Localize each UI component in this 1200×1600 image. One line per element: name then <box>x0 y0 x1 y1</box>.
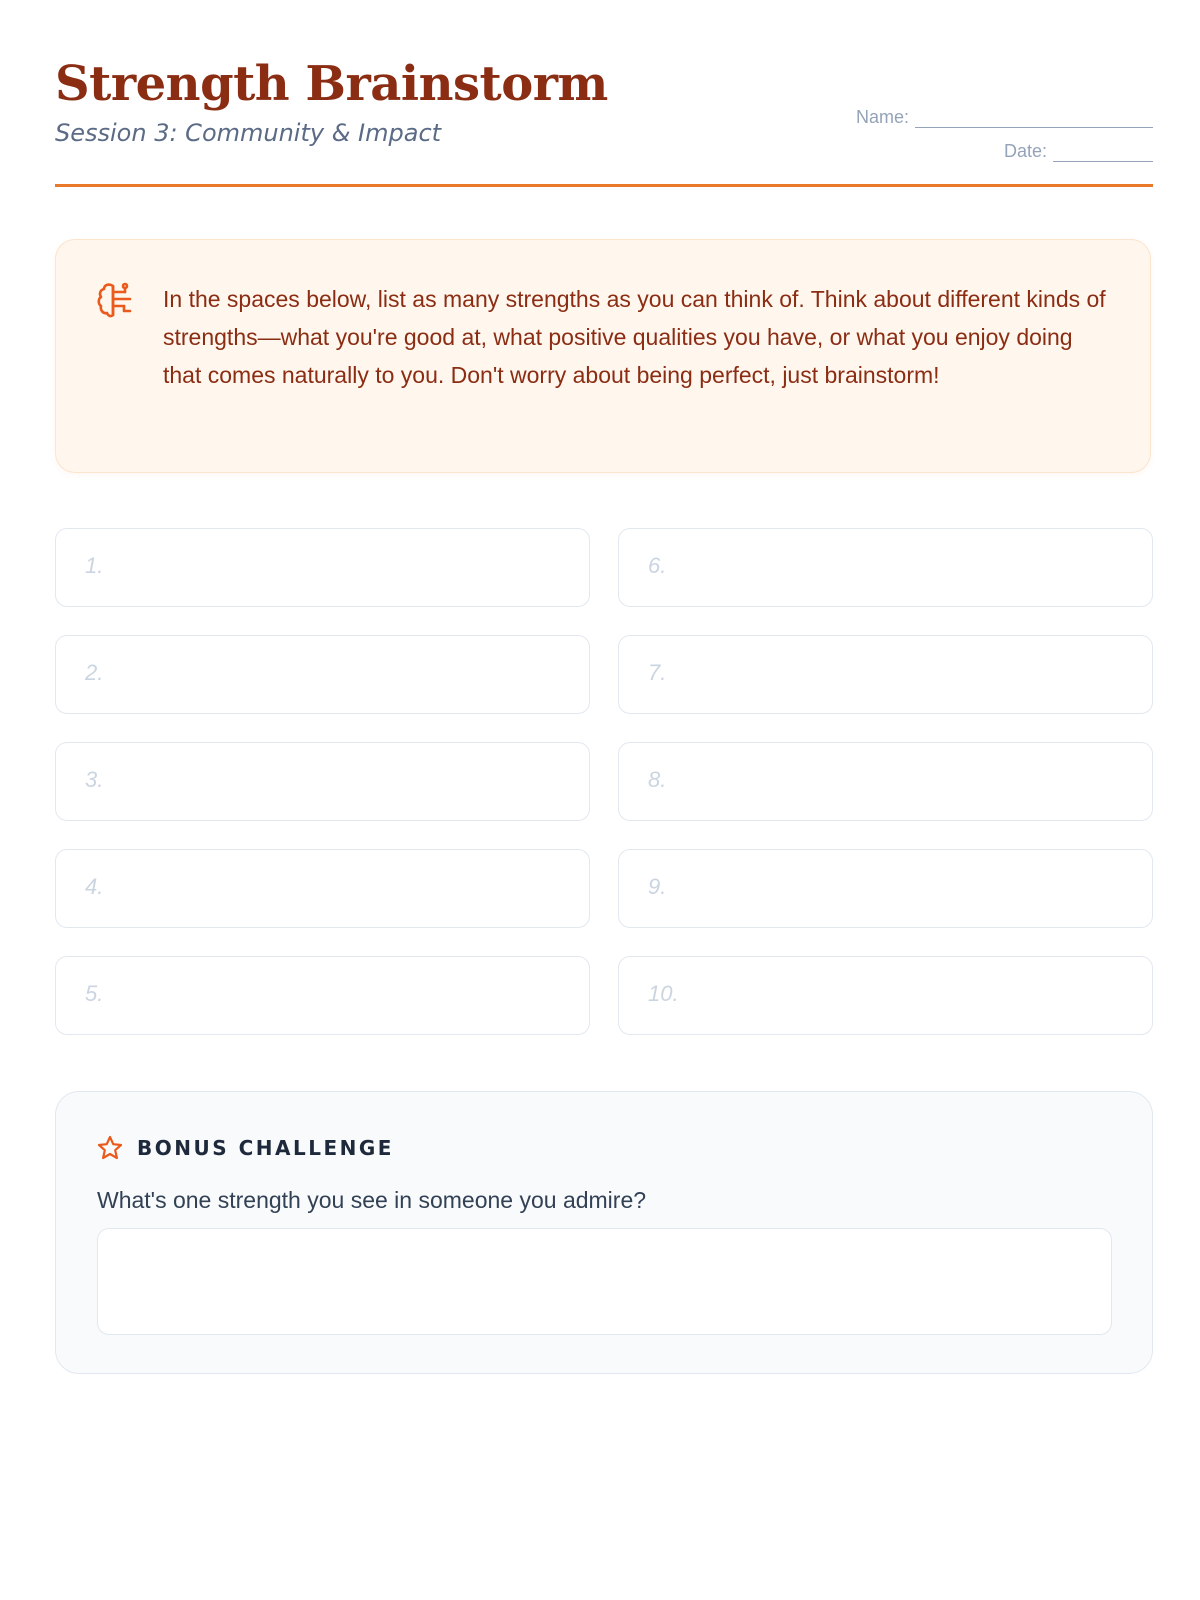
strength-slot[interactable] <box>55 528 590 607</box>
strength-slot[interactable] <box>618 635 1153 714</box>
slot-number: 5. <box>85 981 104 1006</box>
strengths-grid <box>55 528 1153 1035</box>
slot-number: 6. <box>648 553 667 578</box>
bonus-challenge-card <box>55 1091 1153 1374</box>
name-label: Name: <box>855 107 909 127</box>
date-label: Date: <box>1003 141 1047 161</box>
worksheet-header <box>55 0 1153 187</box>
bonus-answer-field[interactable] <box>97 1228 1112 1335</box>
slot-number: 8. <box>648 767 667 792</box>
instructions-box <box>55 239 1151 473</box>
brain-icon <box>96 280 134 320</box>
slot-number: 7. <box>648 660 667 685</box>
slot-number: 4. <box>85 874 104 899</box>
strength-slot[interactable] <box>618 742 1153 821</box>
bonus-question: What's one strength you see in someone you admire? <box>97 1187 647 1213</box>
name-row <box>856 94 1153 128</box>
slot-number: 9. <box>648 874 667 899</box>
strength-slot[interactable] <box>618 956 1153 1035</box>
slot-number: 3. <box>85 767 104 792</box>
star-icon <box>96 1134 124 1162</box>
strength-slot[interactable] <box>55 635 590 714</box>
page-subtitle: Session 3: Community & Impact <box>55 119 442 147</box>
strength-slot[interactable] <box>55 956 590 1035</box>
strength-slot[interactable] <box>618 528 1153 607</box>
date-field[interactable] <box>1053 141 1153 162</box>
student-meta <box>856 94 1153 162</box>
strength-slot[interactable] <box>55 742 590 821</box>
name-field[interactable] <box>915 107 1153 128</box>
date-row <box>856 128 1153 162</box>
instructions-text: In the spaces below, list as many strengths as you can think of. Think about different kinds of strengths—what you're good at, what positive qualities you have, or what you enjoy doing that comes naturally to you. Don't worry about being perfect, just brainstorm! <box>163 286 1106 388</box>
page-title: Strength Brainstorm <box>55 56 608 112</box>
worksheet-page <box>55 0 1153 1213</box>
slot-number: 1. <box>85 553 104 578</box>
strength-slot[interactable] <box>618 849 1153 928</box>
bonus-title: BONUS CHALLENGE <box>137 1136 394 1160</box>
strength-slot[interactable] <box>55 849 590 928</box>
slot-number: 2. <box>85 660 104 685</box>
slot-number: 10. <box>648 981 679 1006</box>
